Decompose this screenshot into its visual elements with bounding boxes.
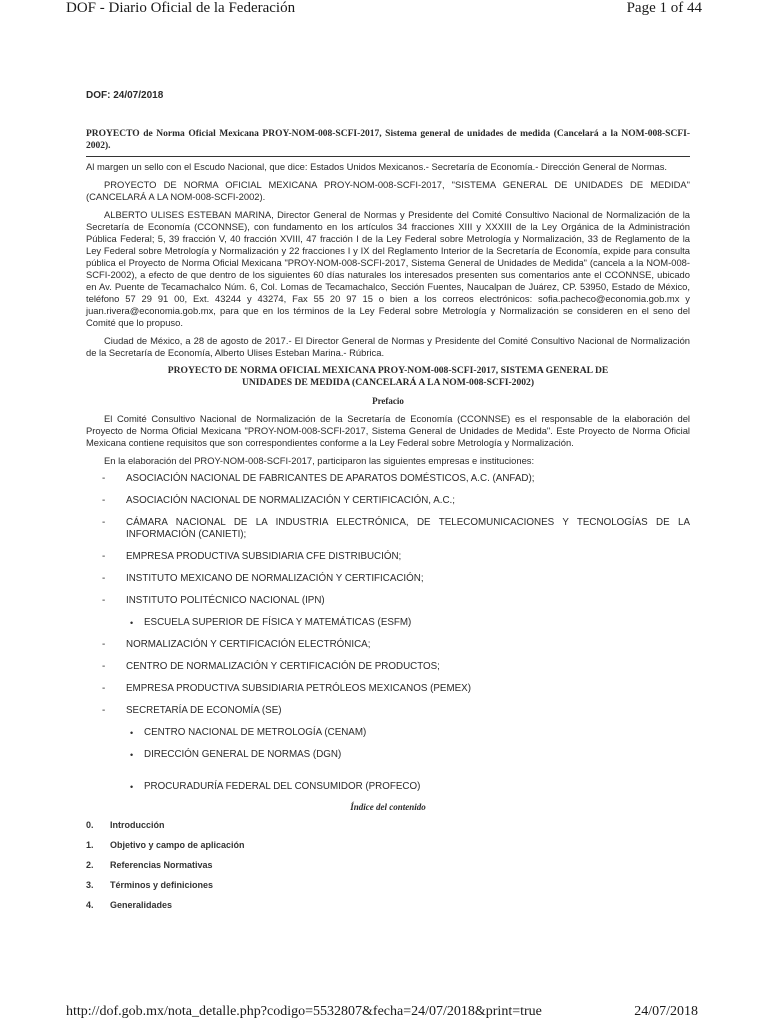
- paragraph-project-name: PROYECTO DE NORMA OFICIAL MEXICANA PROY-NOM-008-SCFI-2017, "SISTEMA GENERAL DE UNIDADES DE MEDIDA" (CANCELARÁ A LA NOM-008-SCFI-2002).: [86, 179, 690, 202]
- page-footer: [66, 1004, 698, 1020]
- paragraph-seal: Al margen un sello con el Escudo Nacional, que dice: Estados Unidos Mexicanos.- Secretaría de Economía.- Dirección General de Normas.: [86, 161, 668, 172]
- document-body: [86, 90, 690, 919]
- project-title: PROYECTO de Norma Oficial Mexicana PROY-NOM-008-SCFI-2017, Sistema general de unidades de medida (Cancelará a la NOM-008-SCFI-2002).: [86, 128, 690, 157]
- paragraph-prefacio: El Comité Consultivo Nacional de Normalización de la Secretaría de Economía (CCONNSE) es el responsable de la elaboración del Proyecto de Norma Oficial Mexicana "PROY-NOM-008-SCFI-2017, Sistema General de Unidades de Medida". Este Proyecto de Norma Oficial Mexicana contiene requisitos que son correspondientes conforme a la Ley Federal sobre Metrología y Normalización.: [86, 413, 690, 448]
- index-heading: Índice del contenido: [350, 802, 426, 812]
- index-item: 0. Introducción: [86, 820, 165, 830]
- list-item: • PROCURADURÍA FEDERAL DEL CONSUMIDOR (PROFECO): [130, 781, 421, 792]
- bullet-icon: •: [130, 618, 134, 628]
- paragraph-signature: Ciudad de México, a 28 de agosto de 2017.- El Director General de Normas y Presidente del Comité Consultivo Nacional de Normalización de la Secretaría de Economía, Alberto Ulises Esteban Marina.- Rúbrica.: [86, 335, 690, 358]
- index-item: 2. Referencias Normativas: [86, 860, 213, 870]
- bullet-icon: •: [130, 750, 134, 760]
- footer-url: http://dof.gob.mx/nota_detalle.php?codigo=5532807&fecha=24/07/2018&print=true: [66, 1004, 542, 1019]
- header-page-count: Page 1 of 44: [626, 0, 702, 16]
- footer-date: 24/07/2018: [634, 1004, 698, 1019]
- index-item: 1. Objetivo y campo de aplicación: [86, 840, 245, 850]
- list-item: - ASOCIACIÓN NACIONAL DE FABRICANTES DE APARATOS DOMÉSTICOS, A.C. (ANFAD);: [102, 473, 535, 484]
- bullet-icon: •: [130, 782, 134, 792]
- list-item: • ESCUELA SUPERIOR DE FÍSICA Y MATEMÁTICAS (ESFM): [130, 617, 412, 628]
- list-item: - CENTRO DE NORMALIZACIÓN Y CERTIFICACIÓN DE PRODUCTOS;: [102, 661, 440, 672]
- list-item: • CENTRO NACIONAL DE METROLOGÍA (CENAM): [130, 727, 367, 738]
- header-title: DOF - Diario Oficial de la Federación: [66, 0, 296, 16]
- index-list: [86, 819, 690, 911]
- list-item: - INSTITUTO MEXICANO DE NORMALIZACIÓN Y CERTIFICACIÓN;: [102, 573, 424, 584]
- paragraph-director: ALBERTO ULISES ESTEBAN MARINA, Director General de Normas y Presidente del Comité Consultivo Nacional de Normalización de la Secretaría de Economía (CCONNSE), con fundamento en los artículos 34 fracciones XIII y XXXIII de la Ley Orgánica de la Administración Pública Federal; 5, 39 fracción V, 40 fracción XVIII, 47 fracción I de la Ley Federal sobre Metrología y Normalización, 33 de Reglamento de la Ley Federal sobre Metrología y Normalización y 22 fracciones I y IX del Reglamento Interior de la Secretaría de Economía, expide para consulta pública el Proyecto de Norma Oficial Mexicana "PROY-NOM-008-SCFI-2017, Sistema General de Unidades de Medida" (cancela a la NOM-008-SCFI-2002), a efecto de que dentro de los siguientes 60 días naturales los interesados presenten sus comentarios ante el CCONNSE, ubicado en Av. Puente de Tecamachalco Núm. 6, Col. Lomas de Tecamachalco, Sección Fuentes, Naucalpan de Juárez, CP. 53950, Estado de México, teléfono 57 29 91 00, Ext. 43244 y 43274, Fax 55 20 97 15 o bien a los correos electrónicos: sofia.pacheco@economia.gob.mx y juan.rivera@economia.gob.mx, para que en los términos de la Ley Federal sobre Metrología y Normalización se consideren en el seno del Comité que lo propuso.: [86, 209, 690, 328]
- list-item: - EMPRESA PRODUCTIVA SUBSIDIARIA PETRÓLEOS MEXICANOS (PEMEX): [102, 683, 471, 694]
- main-heading: PROYECTO DE NORMA OFICIAL MEXICANA PROY-NOM-008-SCFI-2017, SISTEMA GENERAL DE UNIDADES DE MEDIDA (CANCELARÁ A LA NOM-008-SCFI-2002): [167, 365, 609, 388]
- list-item: - INSTITUTO POLITÉCNICO NACIONAL (IPN): [102, 595, 325, 606]
- list-item: - CÁMARA NACIONAL DE LA INDUSTRIA ELECTRÓNICA, DE TELECOMUNICACIONES Y TECNOLOGÍAS DE LA INFORMACIÓN (CANIETI);: [102, 517, 690, 540]
- index-item: 4. Generalidades: [86, 900, 173, 910]
- page-header: [66, 0, 702, 22]
- paragraph-participants-intro: En la elaboración del PROY-NOM-008-SCFI-2017, participaron las siguientes empresas e instituciones:: [104, 455, 535, 466]
- list-item: - EMPRESA PRODUCTIVA SUBSIDIARIA CFE DISTRIBUCIÓN;: [102, 551, 402, 562]
- index-item: 3. Términos y definiciones: [86, 880, 214, 890]
- prefacio-heading: Prefacio: [372, 396, 404, 406]
- bullet-icon: •: [130, 728, 134, 738]
- list-item: - SECRETARÍA DE ECONOMÍA (SE): [102, 705, 282, 716]
- list-item: - NORMALIZACIÓN Y CERTIFICACIÓN ELECTRÓNICA;: [102, 639, 371, 650]
- participants-list: [86, 473, 690, 793]
- list-item: • DIRECCIÓN GENERAL DE NORMAS (DGN): [130, 749, 342, 760]
- dof-date: DOF: 24/07/2018: [86, 90, 164, 101]
- list-item: - ASOCIACIÓN NACIONAL DE NORMALIZACIÓN Y CERTIFICACIÓN, A.C.;: [102, 495, 455, 506]
